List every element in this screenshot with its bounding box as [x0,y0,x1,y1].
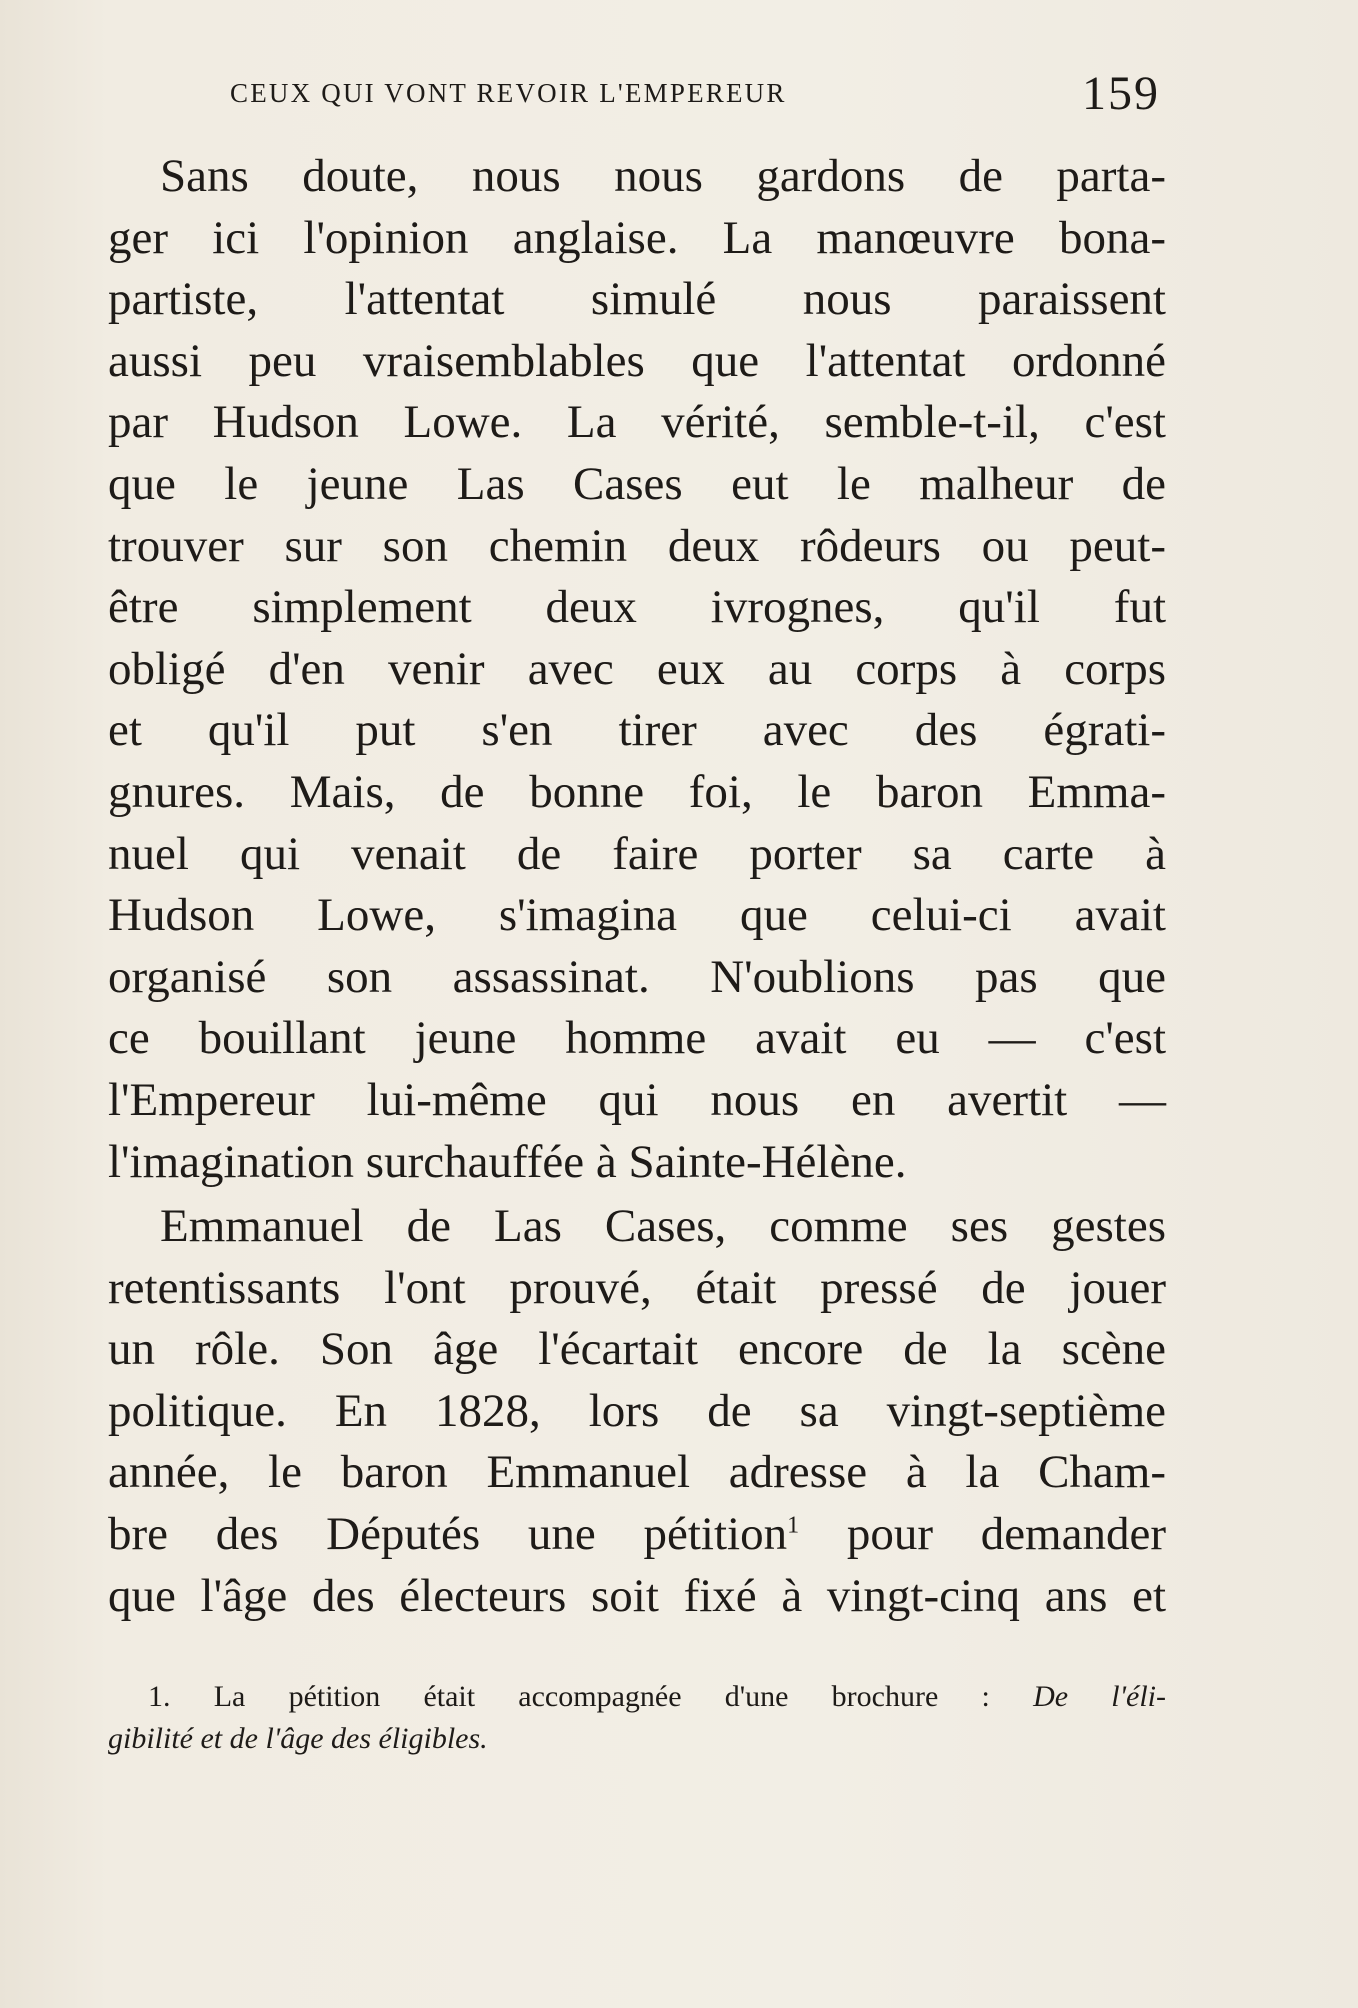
text-line: gnures. Mais, de bonne foi, le baron Emma- [108,765,1166,818]
text-fragment: bre des Députés une pétition [108,1508,788,1561]
text-line: obligé d'en venir avec eux au corps à corps [108,642,1166,695]
text-line: ger ici l'opinion anglaise. La manœuvre bona- [108,211,1166,264]
text-line: l'Empereur lui-même qui nous en avertit — [108,1073,1166,1126]
text-line: par Hudson Lowe. La vérité, semble-t-il, c'est [108,396,1166,449]
text-line: organisé son assassinat. N'oublions pas que [108,950,1166,1003]
running-title: CEUX QUI VONT REVOIR L'EMPEREUR [230,78,787,108]
text-line: Emmanuel de Las Cases, comme ses gestes [160,1200,1166,1253]
footnote [108,1676,1166,1760]
footnote-number: 1. [148,1680,171,1713]
text-line: nuel qui venait de faire porter sa carte à [108,827,1166,880]
text-line: l'imagination surchauffée à Sainte-Hélène. [108,1135,907,1188]
text-line: ce bouillant jeune homme avait eu — c'est [108,1012,1166,1065]
footnote-line: gibilité et de l'âge des éligibles. [108,1722,488,1755]
text-line: Hudson Lowe, s'imagina que celui-ci avait [108,889,1166,942]
footnote-title: De l'éli- [1033,1680,1167,1713]
text-fragment: pour demander [846,1508,1166,1561]
text-line: Sans doute, nous nous gardons de parta- [160,150,1166,202]
text-line: que le jeune Las Cases eut le malheur de [108,457,1166,510]
text-line: année, le baron Emmanuel adresse à la Cham- [108,1446,1166,1499]
text-line: partiste, l'attentat simulé nous paraissent [108,273,1166,326]
page-number: 159 [1082,67,1160,120]
body-text [108,146,1166,1627]
footnote-text: La pétition était accompagnée d'une brochure : [213,1680,990,1713]
text-line: politique. En 1828, lors de sa vingt-septième [108,1384,1166,1437]
text-line: trouver sur son chemin deux rôdeurs ou peut- [108,519,1166,572]
footnote-line [108,1676,1166,1718]
text-line: retentissants l'ont prouvé, était pressé de jouer [108,1261,1166,1314]
text-line: que l'âge des électeurs soit fixé à vingt-cinq ans et [108,1569,1166,1622]
running-head [230,66,1160,126]
text-line: un rôle. Son âge l'écartait encore de la scène [108,1323,1166,1376]
text-line: et qu'il put s'en tirer avec des égrati- [108,704,1166,757]
text-line: être simplement deux ivrognes, qu'il fut [108,581,1166,634]
text-line-with-footnote [108,1504,1166,1566]
footnote-reference: 1 [787,1512,800,1539]
text-line: aussi peu vraisemblables que l'attentat ordonné [108,334,1166,387]
